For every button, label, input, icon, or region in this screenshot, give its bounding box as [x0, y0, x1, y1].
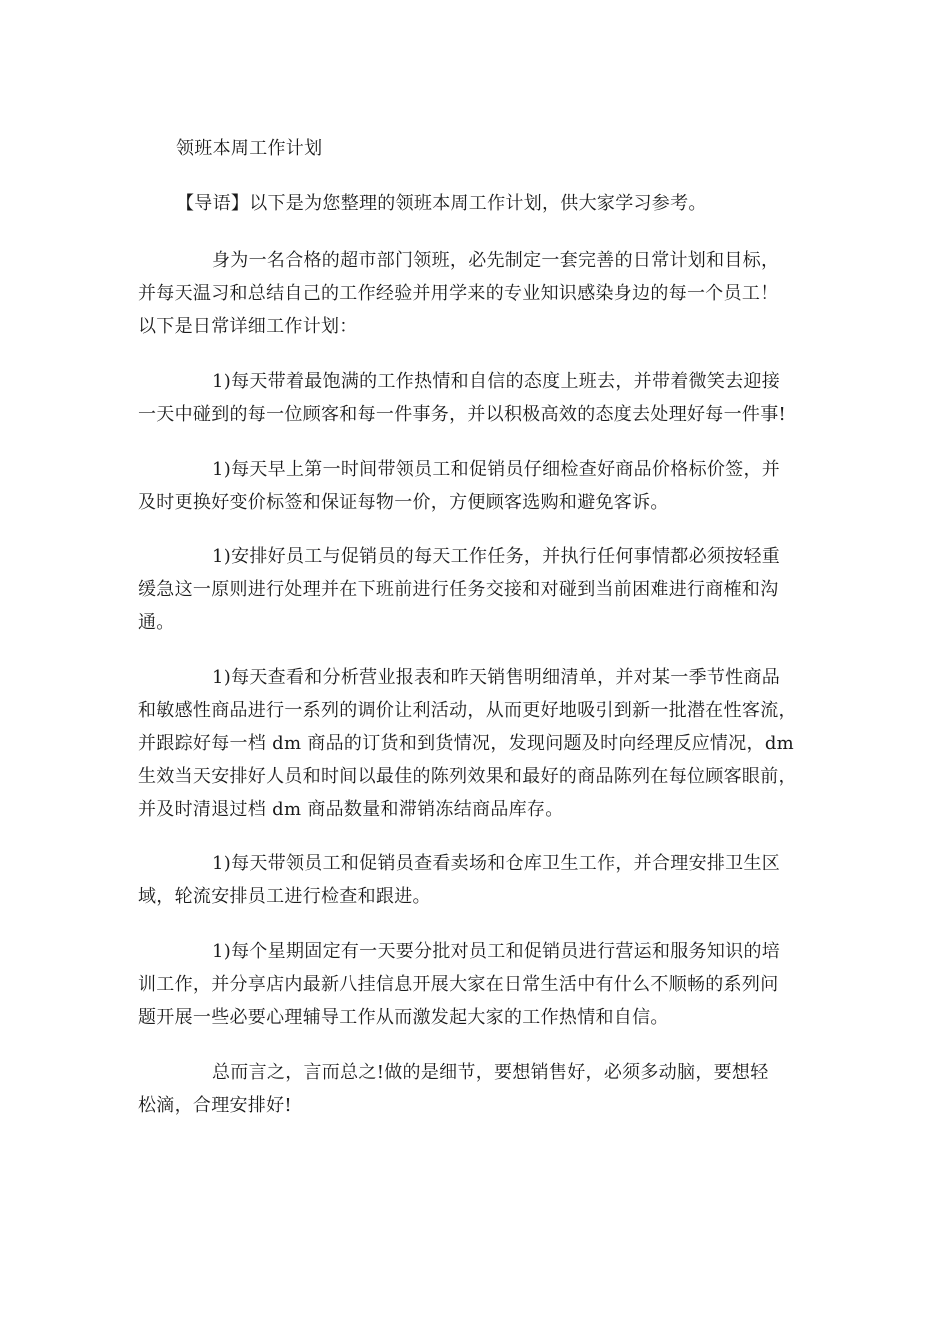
paragraph-line: 1)每天带着最饱满的工作热情和自信的态度上班去，并带着微笑去迎接 [212, 371, 781, 392]
paragraph-line: 1)每个星期固定有一天要分批对员工和促销员进行营运和服务知识的培 [212, 941, 781, 962]
paragraph-line: 缓急这一原则进行处理并在下班前进行任务交接和对碰到当前困难进行商榷和沟 [138, 579, 779, 600]
paragraph-line: 以下是日常详细工作计划： [138, 316, 358, 337]
paragraph-line: 并跟踪好每一档 dm 商品的订货和到货情况，发现问题及时向经理反应情况，dm [138, 733, 795, 754]
paragraph-line: 及时更换好变价标签和保证每物一价，方便顾客选购和避免客诉。 [138, 492, 669, 513]
paragraph-line: 1)每天带领员工和促销员查看卖场和仓库卫生工作，并合理安排卫生区 [212, 853, 781, 874]
document-title: 领班本周工作计划 [176, 138, 323, 159]
paragraph-line: 训工作，并分享店内最新八挂信息开展大家在日常生活中有什么不顺畅的系列问 [138, 974, 779, 995]
paragraph-line: 并及时清退过档 dm 商品数量和滞销冻结商品库存。 [138, 799, 564, 820]
paragraph-line: 1)每天早上第一时间带领员工和促销员仔细检查好商品价格标价签，并 [212, 459, 781, 480]
paragraph-line: 1)安排好员工与促销员的每天工作任务，并执行任何事情都必须按轻重 [212, 546, 781, 567]
paragraph-line: 题开展一些必要心理辅导工作从而激发起大家的工作热情和自信。 [138, 1007, 669, 1028]
paragraph-line: 域，轮流安排员工进行检查和跟进。 [138, 886, 431, 907]
paragraph-line: 和敏感性商品进行一系列的调价让利活动，从而更好地吸引到新一批潜在性客流， [138, 700, 797, 721]
paragraph-line: 通。 [138, 612, 175, 633]
paragraph-line: 松滴，合理安排好! [138, 1095, 292, 1116]
paragraph-line: 总而言之，言而总之!做的是细节，要想销售好，必须多动脑，要想轻 [212, 1062, 769, 1083]
paragraph-line: 1)每天查看和分析营业报表和昨天销售明细清单，并对某一季节性商品 [212, 667, 781, 688]
intro-text: 【导语】以下是为您整理的领班本周工作计划，供大家学习参考。 [176, 193, 707, 214]
paragraph-line: 身为一名合格的超市部门领班，必先制定一套完善的日常计划和目标， [212, 250, 780, 271]
paragraph-line: 生效当天安排好人员和时间以最佳的陈列效果和最好的商品陈列在每位顾客眼前， [138, 766, 797, 787]
paragraph-line: 一天中碰到的每一位顾客和每一件事务，并以积极高效的态度去处理好每一件事! [138, 404, 787, 425]
paragraph-line: 并每天温习和总结自己的工作经验并用学来的专业知识感染身边的每一个员工！ [138, 283, 779, 304]
